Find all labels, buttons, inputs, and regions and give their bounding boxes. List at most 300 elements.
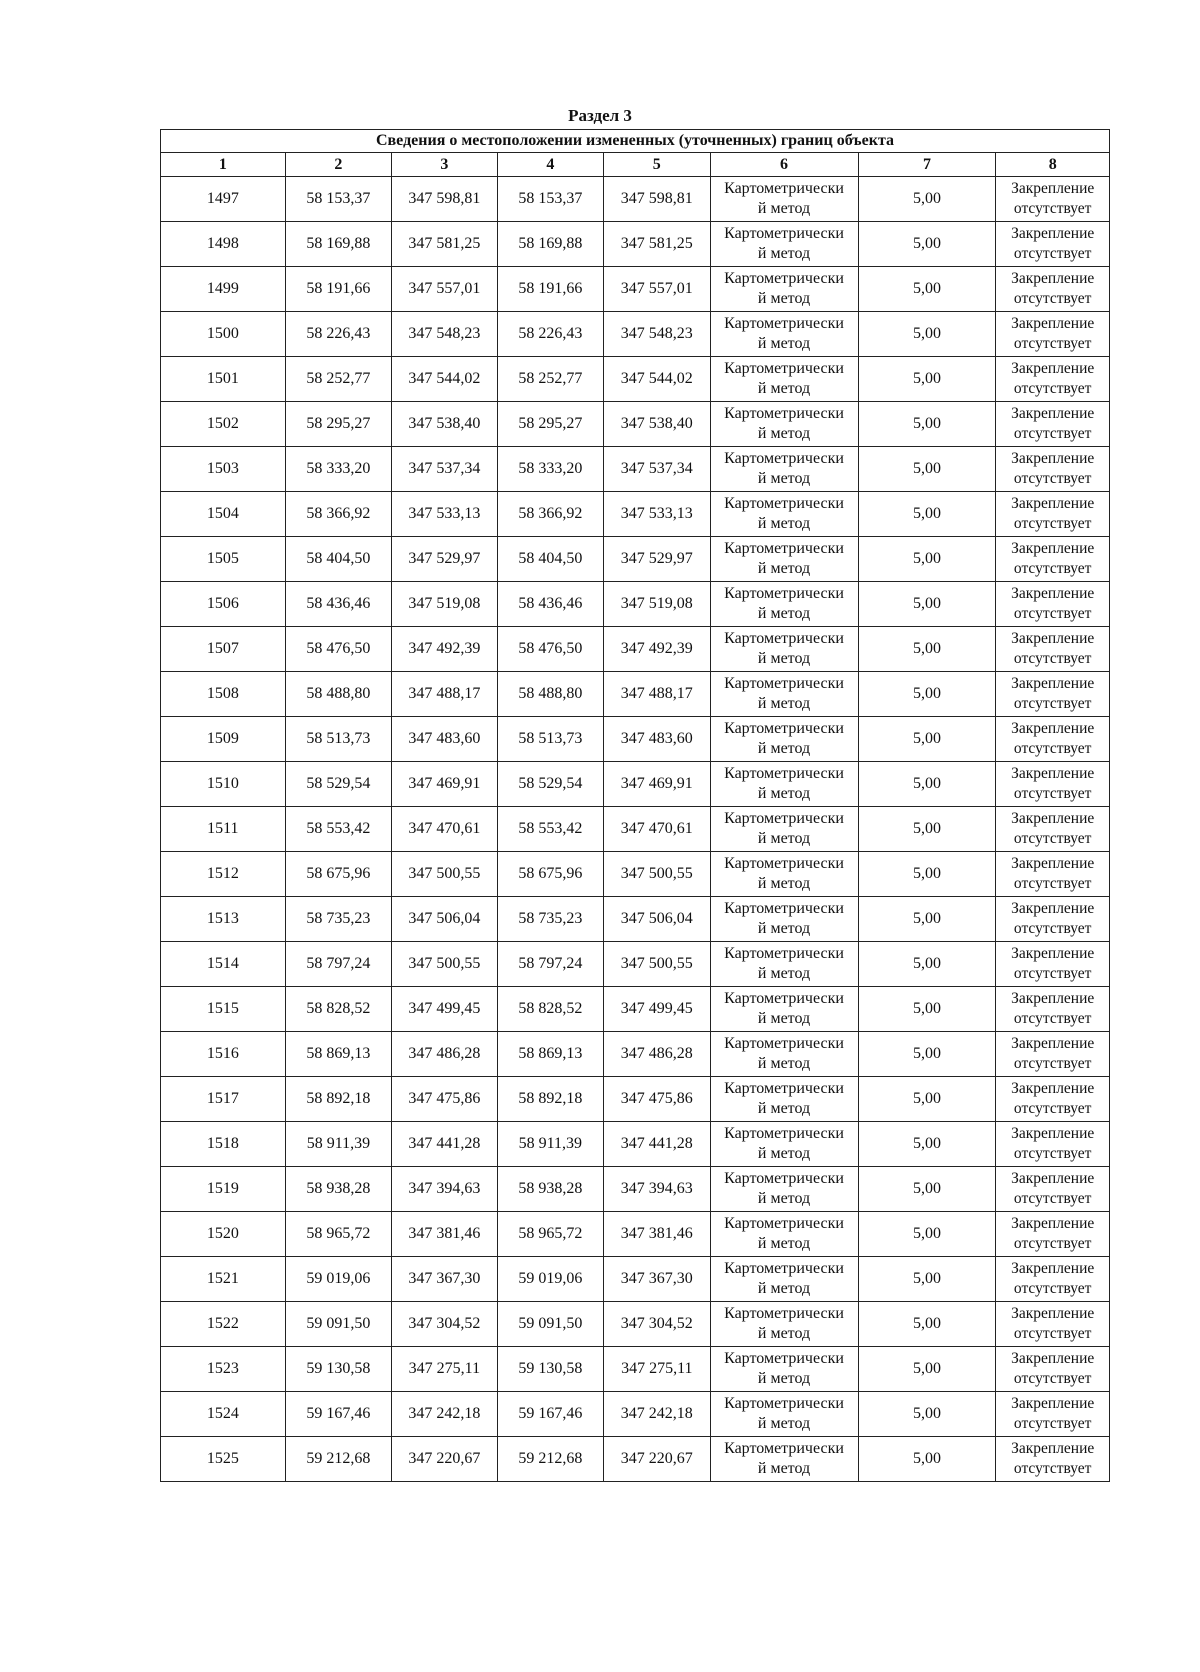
coord-y-cell: 347 557,01 bbox=[392, 267, 497, 312]
coord-x-cell: 58 938,28 bbox=[497, 1167, 603, 1212]
point-number-cell: 1497 bbox=[161, 177, 286, 222]
coord-y-cell: 347 470,61 bbox=[604, 807, 710, 852]
table-row bbox=[161, 177, 1110, 222]
accuracy-cell: 5,00 bbox=[858, 1392, 996, 1437]
coord-x-cell: 58 366,92 bbox=[497, 492, 603, 537]
coord-y-cell: 347 581,25 bbox=[604, 222, 710, 267]
point-number-cell: 1523 bbox=[161, 1347, 286, 1392]
accuracy-cell: 5,00 bbox=[858, 582, 996, 627]
method-line: й метод bbox=[757, 830, 811, 847]
fixation-line: отсутствует bbox=[1013, 560, 1092, 577]
method-line: й метод bbox=[757, 200, 811, 217]
table-row bbox=[161, 312, 1110, 357]
coord-y-cell: 347 499,45 bbox=[392, 987, 497, 1032]
fixation-line: Закрепление bbox=[1011, 990, 1095, 1007]
table-body bbox=[161, 177, 1110, 1482]
fixation-cell bbox=[996, 852, 1110, 897]
fixation-line: Закрепление bbox=[1011, 1350, 1095, 1367]
coord-x-cell: 59 019,06 bbox=[497, 1257, 603, 1302]
method-line: Картометрически bbox=[724, 765, 844, 782]
accuracy-cell: 5,00 bbox=[858, 222, 996, 267]
method-cell bbox=[710, 852, 858, 897]
coord-y-cell: 347 544,02 bbox=[392, 357, 497, 402]
coord-x-cell: 59 019,06 bbox=[285, 1257, 391, 1302]
method-cell bbox=[710, 942, 858, 987]
fixation-cell bbox=[996, 447, 1110, 492]
method-cell bbox=[710, 1032, 858, 1077]
point-number-cell: 1498 bbox=[161, 222, 286, 267]
table-row bbox=[161, 852, 1110, 897]
fixation-line: Закрепление bbox=[1011, 1305, 1095, 1322]
coord-x-cell: 58 553,42 bbox=[285, 807, 391, 852]
coord-y-cell: 347 367,30 bbox=[604, 1257, 710, 1302]
table-row bbox=[161, 1167, 1110, 1212]
coord-y-cell: 347 304,52 bbox=[392, 1302, 497, 1347]
fixation-line: отсутствует bbox=[1013, 965, 1092, 982]
accuracy-cell: 5,00 bbox=[858, 537, 996, 582]
coord-x-cell: 58 735,23 bbox=[497, 897, 603, 942]
method-line: й метод bbox=[757, 785, 811, 802]
method-cell bbox=[710, 267, 858, 312]
accuracy-cell: 5,00 bbox=[858, 267, 996, 312]
fixation-line: отсутствует bbox=[1013, 830, 1092, 847]
fixation-cell bbox=[996, 897, 1110, 942]
accuracy-cell: 5,00 bbox=[858, 1437, 996, 1482]
method-line: Картометрически bbox=[724, 405, 844, 422]
fixation-cell bbox=[996, 1212, 1110, 1257]
coord-y-cell: 347 242,18 bbox=[392, 1392, 497, 1437]
method-line: Картометрически bbox=[724, 450, 844, 467]
column-number-row bbox=[161, 153, 1110, 177]
coord-x-cell: 58 797,24 bbox=[497, 942, 603, 987]
method-line: Картометрически bbox=[724, 675, 844, 692]
coord-y-cell: 347 533,13 bbox=[604, 492, 710, 537]
coord-x-cell: 58 892,18 bbox=[497, 1077, 603, 1122]
method-line: й метод bbox=[757, 605, 811, 622]
coord-x-cell: 58 295,27 bbox=[285, 402, 391, 447]
accuracy-cell: 5,00 bbox=[858, 1167, 996, 1212]
coord-x-cell: 58 488,80 bbox=[497, 672, 603, 717]
point-number-cell: 1505 bbox=[161, 537, 286, 582]
coord-y-cell: 347 242,18 bbox=[604, 1392, 710, 1437]
fixation-line: отсутствует bbox=[1013, 695, 1092, 712]
fixation-cell bbox=[996, 987, 1110, 1032]
column-number: 2 bbox=[285, 153, 391, 177]
table-row bbox=[161, 717, 1110, 762]
method-cell bbox=[710, 1302, 858, 1347]
table-row bbox=[161, 1257, 1110, 1302]
fixation-line: отсутствует bbox=[1013, 515, 1092, 532]
point-number-cell: 1508 bbox=[161, 672, 286, 717]
fixation-line: отсутствует bbox=[1013, 740, 1092, 757]
fixation-line: отсутствует bbox=[1013, 1235, 1092, 1252]
fixation-line: Закрепление bbox=[1011, 540, 1095, 557]
fixation-line: отсутствует bbox=[1013, 1145, 1092, 1162]
fixation-line: отсутствует bbox=[1013, 245, 1092, 262]
coord-y-cell: 347 519,08 bbox=[392, 582, 497, 627]
method-line: Картометрически bbox=[724, 1350, 844, 1367]
coord-x-cell: 58 911,39 bbox=[497, 1122, 603, 1167]
table-row bbox=[161, 1122, 1110, 1167]
table-row bbox=[161, 492, 1110, 537]
coord-y-cell: 347 304,52 bbox=[604, 1302, 710, 1347]
column-number: 6 bbox=[710, 153, 858, 177]
coord-y-cell: 347 519,08 bbox=[604, 582, 710, 627]
method-line: Картометрически bbox=[724, 630, 844, 647]
coord-x-cell: 58 252,77 bbox=[285, 357, 391, 402]
coord-x-cell: 58 529,54 bbox=[497, 762, 603, 807]
coord-y-cell: 347 381,46 bbox=[392, 1212, 497, 1257]
accuracy-cell: 5,00 bbox=[858, 177, 996, 222]
method-cell bbox=[710, 177, 858, 222]
coord-x-cell: 58 735,23 bbox=[285, 897, 391, 942]
fixation-line: отсутствует bbox=[1013, 290, 1092, 307]
coord-x-cell: 58 333,20 bbox=[497, 447, 603, 492]
coord-x-cell: 58 153,37 bbox=[285, 177, 391, 222]
section-title: Раздел 3 bbox=[568, 106, 632, 125]
fixation-cell bbox=[996, 1302, 1110, 1347]
method-line: й метод bbox=[757, 740, 811, 757]
table-row bbox=[161, 1032, 1110, 1077]
method-cell bbox=[710, 897, 858, 942]
method-cell bbox=[710, 1212, 858, 1257]
method-line: Картометрически bbox=[724, 360, 844, 377]
coord-y-cell: 347 441,28 bbox=[392, 1122, 497, 1167]
method-line: Картометрически bbox=[724, 225, 844, 242]
accuracy-cell: 5,00 bbox=[858, 357, 996, 402]
fixation-cell bbox=[996, 1347, 1110, 1392]
method-line: Картометрически bbox=[724, 855, 844, 872]
coord-x-cell: 58 965,72 bbox=[497, 1212, 603, 1257]
coord-x-cell: 58 169,88 bbox=[285, 222, 391, 267]
method-cell bbox=[710, 222, 858, 267]
coord-y-cell: 347 486,28 bbox=[392, 1032, 497, 1077]
coord-x-cell: 58 911,39 bbox=[285, 1122, 391, 1167]
column-number: 5 bbox=[604, 153, 710, 177]
fixation-line: отсутствует bbox=[1013, 875, 1092, 892]
method-cell bbox=[710, 987, 858, 1032]
method-line: й метод bbox=[757, 1280, 811, 1297]
method-cell bbox=[710, 492, 858, 537]
method-line: Картометрически bbox=[724, 180, 844, 197]
column-number: 8 bbox=[996, 153, 1110, 177]
method-line: й метод bbox=[757, 290, 811, 307]
table-row bbox=[161, 1302, 1110, 1347]
fixation-line: отсутствует bbox=[1013, 1325, 1092, 1342]
table-row bbox=[161, 672, 1110, 717]
method-line: Картометрически bbox=[724, 1260, 844, 1277]
point-number-cell: 1521 bbox=[161, 1257, 286, 1302]
fixation-line: отсутствует bbox=[1013, 605, 1092, 622]
point-number-cell: 1514 bbox=[161, 942, 286, 987]
fixation-line: Закрепление bbox=[1011, 675, 1095, 692]
coord-x-cell: 58 828,52 bbox=[497, 987, 603, 1032]
method-line: Картометрически bbox=[724, 720, 844, 737]
point-number-cell: 1501 bbox=[161, 357, 286, 402]
method-line: Картометрически bbox=[724, 945, 844, 962]
fixation-cell bbox=[996, 1392, 1110, 1437]
table-row bbox=[161, 627, 1110, 672]
table-row bbox=[161, 1077, 1110, 1122]
fixation-line: Закрепление bbox=[1011, 945, 1095, 962]
accuracy-cell: 5,00 bbox=[858, 807, 996, 852]
coord-y-cell: 347 469,91 bbox=[604, 762, 710, 807]
point-number-cell: 1524 bbox=[161, 1392, 286, 1437]
fixation-cell bbox=[996, 537, 1110, 582]
table-row bbox=[161, 537, 1110, 582]
table-row bbox=[161, 807, 1110, 852]
coord-x-cell: 59 167,46 bbox=[497, 1392, 603, 1437]
coord-x-cell: 58 869,13 bbox=[285, 1032, 391, 1077]
fixation-line: отсутствует bbox=[1013, 1460, 1092, 1477]
coord-y-cell: 347 529,97 bbox=[604, 537, 710, 582]
point-number-cell: 1515 bbox=[161, 987, 286, 1032]
coord-y-cell: 347 557,01 bbox=[604, 267, 710, 312]
fixation-line: Закрепление bbox=[1011, 1440, 1095, 1457]
accuracy-cell: 5,00 bbox=[858, 762, 996, 807]
accuracy-cell: 5,00 bbox=[858, 897, 996, 942]
fixation-cell bbox=[996, 762, 1110, 807]
table-row bbox=[161, 1392, 1110, 1437]
accuracy-cell: 5,00 bbox=[858, 987, 996, 1032]
coord-y-cell: 347 529,97 bbox=[392, 537, 497, 582]
coord-x-cell: 58 169,88 bbox=[497, 222, 603, 267]
method-cell bbox=[710, 1437, 858, 1482]
coord-x-cell: 58 938,28 bbox=[285, 1167, 391, 1212]
table-row bbox=[161, 897, 1110, 942]
method-line: й метод bbox=[757, 560, 811, 577]
method-line: Картометрически bbox=[724, 1080, 844, 1097]
method-line: й метод bbox=[757, 1010, 811, 1027]
fixation-line: Закрепление bbox=[1011, 450, 1095, 467]
point-number-cell: 1525 bbox=[161, 1437, 286, 1482]
accuracy-cell: 5,00 bbox=[858, 627, 996, 672]
table-row bbox=[161, 402, 1110, 447]
method-line: Картометрически bbox=[724, 270, 844, 287]
point-number-cell: 1522 bbox=[161, 1302, 286, 1347]
coord-x-cell: 58 404,50 bbox=[497, 537, 603, 582]
table-row bbox=[161, 222, 1110, 267]
method-line: й метод bbox=[757, 425, 811, 442]
method-line: й метод bbox=[757, 1235, 811, 1252]
fixation-cell bbox=[996, 177, 1110, 222]
coord-y-cell: 347 220,67 bbox=[392, 1437, 497, 1482]
coord-y-cell: 347 598,81 bbox=[604, 177, 710, 222]
coord-x-cell: 59 091,50 bbox=[497, 1302, 603, 1347]
coord-x-cell: 58 476,50 bbox=[497, 627, 603, 672]
coord-y-cell: 347 483,60 bbox=[392, 717, 497, 762]
fixation-line: Закрепление bbox=[1011, 855, 1095, 872]
fixation-line: отсутствует bbox=[1013, 1190, 1092, 1207]
coord-y-cell: 347 475,86 bbox=[392, 1077, 497, 1122]
coord-y-cell: 347 394,63 bbox=[392, 1167, 497, 1212]
fixation-line: Закрепление bbox=[1011, 360, 1095, 377]
coord-x-cell: 58 869,13 bbox=[497, 1032, 603, 1077]
fixation-line: отсутствует bbox=[1013, 1100, 1092, 1117]
method-line: й метод bbox=[757, 965, 811, 982]
method-line: й метод bbox=[757, 1325, 811, 1342]
column-number: 3 bbox=[392, 153, 497, 177]
fixation-cell bbox=[996, 402, 1110, 447]
coord-y-cell: 347 488,17 bbox=[604, 672, 710, 717]
method-cell bbox=[710, 312, 858, 357]
method-line: й метод bbox=[757, 1100, 811, 1117]
point-number-cell: 1504 bbox=[161, 492, 286, 537]
accuracy-cell: 5,00 bbox=[858, 492, 996, 537]
coord-x-cell: 58 513,73 bbox=[285, 717, 391, 762]
point-number-cell: 1513 bbox=[161, 897, 286, 942]
method-cell bbox=[710, 1077, 858, 1122]
coord-x-cell: 58 366,92 bbox=[285, 492, 391, 537]
method-line: й метод bbox=[757, 920, 811, 937]
coord-x-cell: 58 153,37 bbox=[497, 177, 603, 222]
fixation-line: Закрепление bbox=[1011, 1170, 1095, 1187]
coord-y-cell: 347 538,40 bbox=[604, 402, 710, 447]
method-line: й метод bbox=[757, 875, 811, 892]
method-cell bbox=[710, 1347, 858, 1392]
table-row bbox=[161, 582, 1110, 627]
fixation-line: отсутствует bbox=[1013, 1280, 1092, 1297]
coord-y-cell: 347 475,86 bbox=[604, 1077, 710, 1122]
fixation-line: Закрепление bbox=[1011, 765, 1095, 782]
method-line: й метод bbox=[757, 245, 811, 262]
fixation-line: Закрепление bbox=[1011, 225, 1095, 242]
fixation-line: Закрепление bbox=[1011, 630, 1095, 647]
coord-x-cell: 59 091,50 bbox=[285, 1302, 391, 1347]
accuracy-cell: 5,00 bbox=[858, 312, 996, 357]
coord-x-cell: 58 436,46 bbox=[497, 582, 603, 627]
fixation-cell bbox=[996, 1122, 1110, 1167]
fixation-cell bbox=[996, 942, 1110, 987]
point-number-cell: 1519 bbox=[161, 1167, 286, 1212]
fixation-line: Закрепление bbox=[1011, 1080, 1095, 1097]
fixation-cell bbox=[996, 222, 1110, 267]
coord-y-cell: 347 441,28 bbox=[604, 1122, 710, 1167]
fixation-line: Закрепление bbox=[1011, 495, 1095, 512]
coord-x-cell: 58 226,43 bbox=[497, 312, 603, 357]
accuracy-cell: 5,00 bbox=[858, 1032, 996, 1077]
method-line: Картометрически bbox=[724, 585, 844, 602]
point-number-cell: 1516 bbox=[161, 1032, 286, 1077]
coord-x-cell: 58 252,77 bbox=[497, 357, 603, 402]
coord-x-cell: 58 828,52 bbox=[285, 987, 391, 1032]
boundary-table bbox=[160, 129, 1110, 1482]
method-line: й метод bbox=[757, 335, 811, 352]
coord-y-cell: 347 533,13 bbox=[392, 492, 497, 537]
coord-y-cell: 347 486,28 bbox=[604, 1032, 710, 1077]
point-number-cell: 1499 bbox=[161, 267, 286, 312]
column-number: 7 bbox=[858, 153, 996, 177]
coord-y-cell: 347 499,45 bbox=[604, 987, 710, 1032]
accuracy-cell: 5,00 bbox=[858, 1257, 996, 1302]
coord-y-cell: 347 537,34 bbox=[392, 447, 497, 492]
coord-y-cell: 347 500,55 bbox=[392, 942, 497, 987]
coord-x-cell: 59 212,68 bbox=[497, 1437, 603, 1482]
coord-x-cell: 58 191,66 bbox=[497, 267, 603, 312]
point-number-cell: 1518 bbox=[161, 1122, 286, 1167]
accuracy-cell: 5,00 bbox=[858, 942, 996, 987]
coord-x-cell: 58 333,20 bbox=[285, 447, 391, 492]
method-cell bbox=[710, 1392, 858, 1437]
accuracy-cell: 5,00 bbox=[858, 1347, 996, 1392]
table-row bbox=[161, 1437, 1110, 1482]
method-line: й метод bbox=[757, 1145, 811, 1162]
method-line: й метод bbox=[757, 650, 811, 667]
fixation-line: отсутствует bbox=[1013, 1010, 1092, 1027]
method-line: Картометрически bbox=[724, 1215, 844, 1232]
fixation-cell bbox=[996, 807, 1110, 852]
point-number-cell: 1510 bbox=[161, 762, 286, 807]
coord-x-cell: 58 476,50 bbox=[285, 627, 391, 672]
coord-x-cell: 58 553,42 bbox=[497, 807, 603, 852]
method-cell bbox=[710, 762, 858, 807]
coord-y-cell: 347 506,04 bbox=[604, 897, 710, 942]
method-line: Картометрически bbox=[724, 990, 844, 1007]
table-row bbox=[161, 942, 1110, 987]
coord-y-cell: 347 500,55 bbox=[604, 852, 710, 897]
coord-y-cell: 347 488,17 bbox=[392, 672, 497, 717]
fixation-cell bbox=[996, 717, 1110, 762]
coord-x-cell: 58 892,18 bbox=[285, 1077, 391, 1122]
coord-y-cell: 347 538,40 bbox=[392, 402, 497, 447]
accuracy-cell: 5,00 bbox=[858, 1212, 996, 1257]
coord-x-cell: 58 529,54 bbox=[285, 762, 391, 807]
point-number-cell: 1500 bbox=[161, 312, 286, 357]
coord-x-cell: 59 167,46 bbox=[285, 1392, 391, 1437]
coord-x-cell: 58 404,50 bbox=[285, 537, 391, 582]
table-row bbox=[161, 1347, 1110, 1392]
coord-x-cell: 58 513,73 bbox=[497, 717, 603, 762]
fixation-cell bbox=[996, 582, 1110, 627]
method-cell bbox=[710, 672, 858, 717]
method-cell bbox=[710, 402, 858, 447]
coord-y-cell: 347 548,23 bbox=[392, 312, 497, 357]
table-row bbox=[161, 447, 1110, 492]
coord-y-cell: 347 394,63 bbox=[604, 1167, 710, 1212]
method-line: Картометрически bbox=[724, 810, 844, 827]
method-line: й метод bbox=[757, 695, 811, 712]
method-cell bbox=[710, 807, 858, 852]
table-row bbox=[161, 987, 1110, 1032]
coord-y-cell: 347 492,39 bbox=[604, 627, 710, 672]
coord-y-cell: 347 275,11 bbox=[604, 1347, 710, 1392]
column-number: 4 bbox=[497, 153, 603, 177]
coord-x-cell: 58 226,43 bbox=[285, 312, 391, 357]
coord-x-cell: 58 436,46 bbox=[285, 582, 391, 627]
method-line: Картометрически bbox=[724, 1305, 844, 1322]
method-cell bbox=[710, 1257, 858, 1302]
method-line: Картометрически bbox=[724, 540, 844, 557]
method-line: й метод bbox=[757, 1460, 811, 1477]
coord-x-cell: 58 488,80 bbox=[285, 672, 391, 717]
fixation-line: Закрепление bbox=[1011, 900, 1095, 917]
coord-x-cell: 58 675,96 bbox=[497, 852, 603, 897]
method-cell bbox=[710, 537, 858, 582]
fixation-line: отсутствует bbox=[1013, 1415, 1092, 1432]
fixation-line: отсутствует bbox=[1013, 1055, 1092, 1072]
coord-y-cell: 347 548,23 bbox=[604, 312, 710, 357]
method-line: й метод bbox=[757, 470, 811, 487]
fixation-line: отсутствует bbox=[1013, 425, 1092, 442]
method-line: Картометрически bbox=[724, 315, 844, 332]
table-row bbox=[161, 1212, 1110, 1257]
fixation-line: Закрепление bbox=[1011, 270, 1095, 287]
coord-y-cell: 347 469,91 bbox=[392, 762, 497, 807]
fixation-line: Закрепление bbox=[1011, 585, 1095, 602]
coord-y-cell: 347 483,60 bbox=[604, 717, 710, 762]
method-cell bbox=[710, 717, 858, 762]
method-cell bbox=[710, 447, 858, 492]
